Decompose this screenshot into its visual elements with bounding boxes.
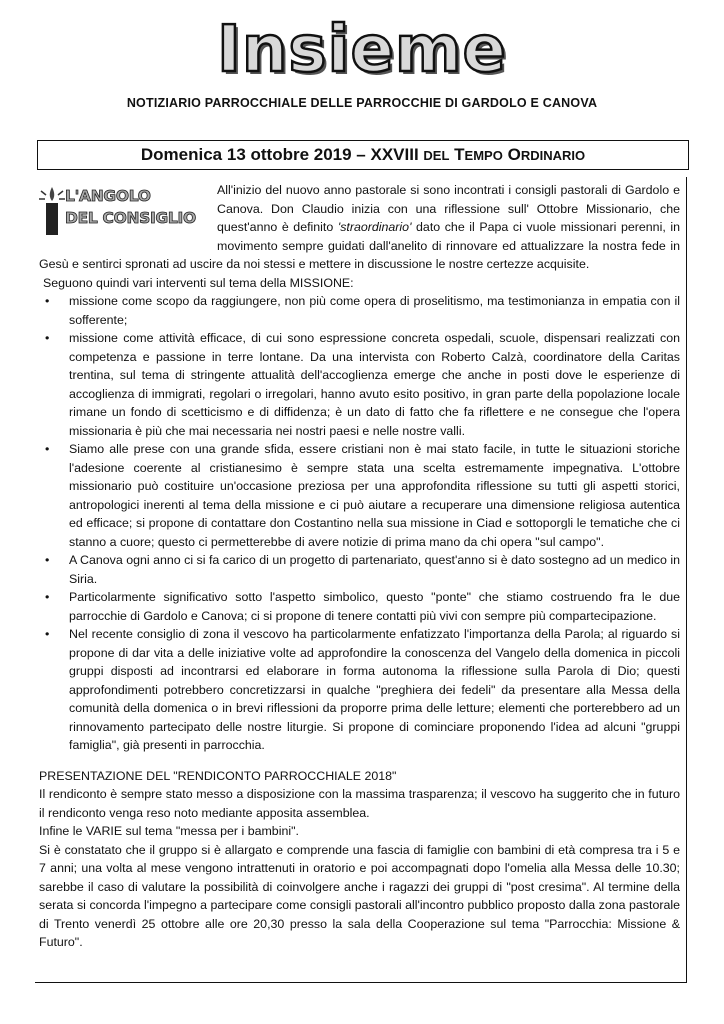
list-item: • missione come scopo da raggiungere, non più come opera di proselitismo, ma testimonianza in empatia con il sofferente; — [69, 292, 680, 329]
rendiconto-heading: PRESENTAZIONE DEL "RENDICONTO PARROCCHIALE 2018" — [39, 768, 397, 783]
liturgical-del: DEL — [423, 148, 450, 163]
list-item: • missione come attività efficace, di cui sono espressione concreta ospedali, scuole, dispensari realizzati con competenza e passione in terre lontane. Da una intervista con Roberto Calzà, coordinatore della Caritas trentina, sul tema di stringente attualità dell'accoglienza emerge che anche in posti dove le esperienze di accoglienza di immigrati, regolari o irregolari, hanno avuto esito positivo, in gran parte della popolazione locale rimane un fondo di scetticismo e di diffidenza; è un dato di fatto che fa riflettere e ne consegue che l'opera missionaria è più che mai necessaria nei nostri paesi e nelle nostre valli. — [69, 329, 680, 440]
rendiconto-paragraph: Il rendiconto è sempre stato messo a disposizione con la massima trasparenza; il vescovo ha suggerito che in futuro il rendiconto venga reso noto mediante apposita assemblea. — [39, 787, 680, 820]
issue-date-header — [37, 140, 689, 170]
liturgical-week-number: XXVIII — [370, 145, 419, 164]
masthead — [0, 14, 724, 86]
list-item: • Siamo alle prese con una grande sfida, essere cristiani non è mai stato facile, in tutte le situazioni storiche l'adesione coerente al cristianesimo è sempre stata una scelta estremamente impegnativa. L'ottobre missionario può costituire un'occasione preziosa per una approfondita riflessione su tutti gli aspetti storici, antropologici inerenti al tema della missione e ci può aiutare a recuperare una dimensione religiosa autentica ed efficace; si propone di contattare don Costantino nella sua missione in Ciad e sottoporgli le tematiche che ci stanno a cuore; questo ci permetterebbe di avere notizie di prima mano da chi opera "sul campo". — [69, 440, 680, 551]
intro-paragraph: All'inizio del nuovo anno pastorale si sono incontrati i consigli pastorali di Gardolo e Canova. Don Claudio inizia con una riflessione sull' Ottobre Missionario, che quest'anno è definito 'straordinario' dato che il Papa ci vuole missionari perenni, in movimento sempre guidati dall'anelito di rinnovare ed attualizzare la nostra fede in Gesù e sentirci spronati ad uscire da noi stessi e mettere in discussione le nostre certezze acquisite. — [39, 183, 680, 271]
varie-paragraph: Infine le VARIE sul tema "messa per i bambini". — [39, 824, 299, 838]
newsletter-subtitle: NOTIZIARIO PARROCCHIALE DELLE PARROCCHIE DI GARDOLO E CANOVA — [126, 96, 598, 110]
missione-list — [39, 292, 680, 755]
newsletter-logo: Insieme — [217, 13, 507, 87]
angolo-del-consiglio-badge — [39, 183, 207, 235]
liturgical-ordinario: ORDINARIO — [507, 145, 586, 164]
list-item: • A Canova ogni anno ci si fa carico di un progetto di partenariato, quest'anno si è dato sostegno ad un medico in Siria. — [69, 551, 680, 588]
list-item: • Particolarmente significativo sotto l'aspetto simbolico, questo "ponte" che stiamo costruendo fra le due parrocchie di Gardolo e Canova; ci si propone di tenere contatti più vivi con sempre più compartecipazione. — [69, 588, 680, 625]
issue-date: Domenica 13 ottobre 2019 – — [140, 145, 366, 164]
bambini-paragraph: Si è constatato che il gruppo si è allargato e comprende una fascia di famiglie con bambini di età compresa tra i 5 e 7 anni; una volta al mese vengono intrattenuti in oratorio e poi accompagnati dopo l'omelia alla Messa delle 10.30; sarebbe il caso di valutare la possibilità di coinvolgere anche i ragazzi dei gruppi di "post cresima". Al termine della serata si concorda l'impegno a partecipare come consigli pastorali all'incontro pubblico proposto dalla zona pastorale di Trento venerdì 25 ottobre alle ore 20,30 presso la sala della Cooperazione sul tema "Parrocchia: Missione & Futuro". — [39, 842, 680, 949]
liturgical-tempo: TEMPO — [454, 145, 503, 164]
article-body — [35, 177, 687, 983]
list-item: • Nel recente consiglio di zona il vescovo ha particolarmente enfatizzato l'importanza della Parola; al riguardo si propone di dar vita a delle iniziative volte ad approfondire la conoscenza del Vangelo della domenica in piccoli gruppi disposti ad incontrarsi ed elaborare in forma autonoma la riflessione sulla Parola di Dio; questi approfondimenti potrebbero concretizzarsi in qualche "preghiera dei fedeli" da presentare alla Messa della comunità della domenica o in brevi riflessioni da proporre prima delle letture; elementi che porterebbero ad un rinnovamento partecipato delle nostre liturgie. Si propone di cominciare proponendo l'idea ad alcuni "gruppi famiglia", già presenti in parrocchia. — [69, 625, 680, 755]
badge-label: L'ANGOLO DEL CONSIGLIO — [65, 187, 196, 227]
missione-intro: Seguono quindi vari interventi sul tema della MISSIONE: — [43, 275, 354, 290]
